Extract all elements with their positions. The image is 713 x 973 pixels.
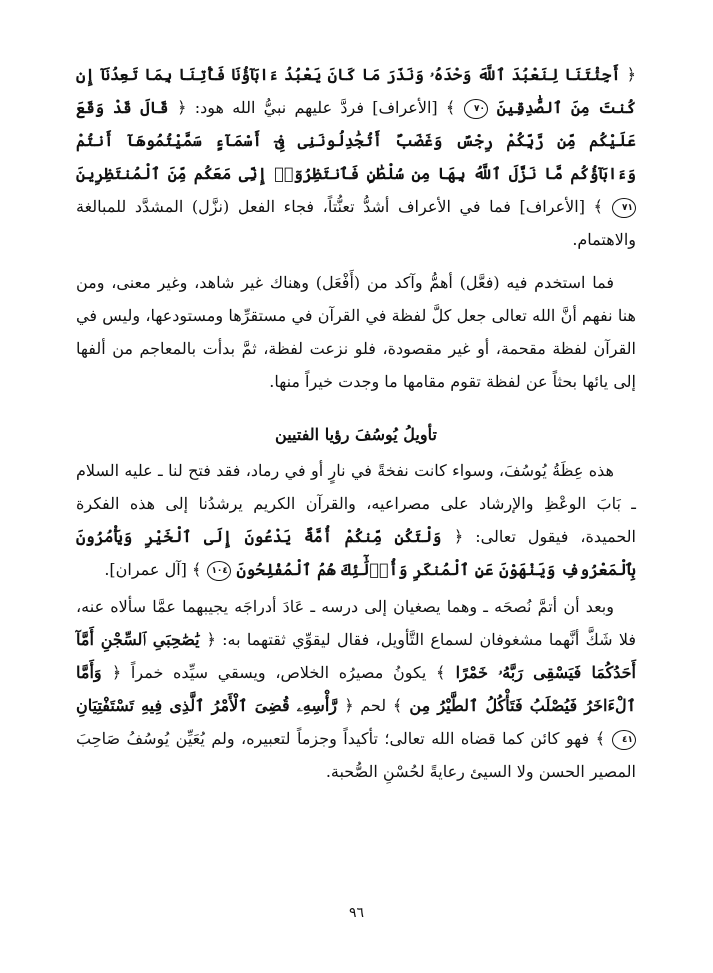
verse-open-ornament: ﴿ [177, 98, 187, 117]
verse-number-badge: ٤١ [612, 730, 636, 750]
verse-number-badge: ٧١ [612, 198, 636, 218]
verse-text: يَٰصَٰحِبَىِ ٱلسِّجْنِ أَمَّآ أَحَدُكُمَا فَيَسْقِى رَبَّهُۥ خَمْرًا [76, 630, 636, 682]
verse-close-ornament: ﴾ [392, 696, 403, 715]
verse-text: قَالَ قَدْ وَقَعَ عَلَيْكُم مِّن رَّبِّكُمْ رِجْسٌ وَغَضَبٌ أَتُجَٰدِلُونَنِى فِىٓ أَسْمَآءٍ سَمَّيْتُمُوهَآ أَنتُمْ وَءَابَآؤُكُم مَّا نَزَّلَ ٱللَّهُ بِهَا مِن سُلْطَٰنٍ فَٱنتَظِرُوٓا۟ إِنِّى مَعَكُم مِّنَ ٱلْمُنتَظِرِينَ [76, 98, 636, 183]
section-heading: تأويلُ يُوسُفَ رؤيا الفتيين [275, 425, 437, 444]
body-text: [الأعراف] فما في الأعراف أشدُّ تعنُّتاً، فجاء الفعل (نزَّل) المشدَّد للمبالغة والاهتمام. [76, 197, 636, 249]
verse-open-ornament: ﴿ [344, 696, 354, 715]
page-number: ٩٦ [348, 905, 365, 921]
body-text: وبعد أن أتمَّ نُصحَه ـ وهما يصغيان إلى درسه ـ عَادَ أدراجَه يجيبهما عمَّا سألاه عنه، فلا شَكَّ أنَّهما مشغوفان لسماع التَّأويل، فقال ليقوِّي ثقتهما به: [76, 597, 637, 649]
verse-open-ornament: ﴿ [206, 630, 216, 649]
verse-close-ornament: ﴾ [595, 729, 606, 748]
verse-number-badge: ٧٠ [464, 99, 488, 119]
verse-text: رَّأْسِهِۦ قُضِىَ ٱلْأَمْرُ ٱلَّذِى فِيهِ تَسْتَفْتِيَانِ [76, 696, 338, 715]
verse-text: وَأَمَّا ٱلْءَاخَرُ فَيُصْلَبُ فَتَأْكُلُ ٱلطَّيْرُ مِن [76, 663, 637, 715]
verse-close-ornament: ﴾ [436, 663, 446, 682]
verse-text: أَجِئْتَنَا لِنَعْبُدَ ٱللَّهَ وَحْدَهُۥ وَنَذَرَ مَا كَانَ يَعْبُدُ ءَابَآؤُنَا فَأْتِنَا بِمَا تَعِدُنَآ إِن كُنتَ مِنَ ٱلصَّٰدِقِينَ [76, 65, 637, 117]
body-text: [الأعراف] فردَّ عليهم نبيُّ الله هود: [194, 98, 438, 117]
body-text: يكونُ مصيرُه الخلاص، ويسقي سيِّده خمراً [130, 663, 427, 682]
verse-open-ornament: ﴿ [111, 663, 122, 682]
body-text: [آل عمران]. [104, 560, 187, 579]
page-content [76, 58, 636, 788]
body-text: فهو كائن كما قضاه الله تعالى؛ تأكيداً وجزماً لتعبيره، ولم يُعَيِّن يُوسُفُ صَاحِبَ المصير الحسن ولا السيئ رعايةً لحُسْنِ الصُّحبة. [76, 729, 636, 781]
paragraph-1 [76, 58, 636, 256]
paragraph-2: فما استخدم فيه (فعَّل) أهمُّ وآكد من (أَفْعَل) وهناك غير شاهد، وغير معنى، ومن هنا نفهم أنَّ الله تعالى جعل كلَّ لفظة في القرآن في مستقرِّها ومستودعها، وليس في القرآن لفظة مقحمة، أو غير مقصودة، فلو نزعت لفظة، ثمَّ بدأت بالمعاجم من ألفها إلى يائها بحثاً عن لفظة تقوم مقامها ما وجدت خيراً منها. [76, 273, 636, 391]
verse-open-ornament: ﴿ [453, 527, 464, 546]
paragraph-3 [76, 454, 636, 586]
verse-close-ornament: ﴾ [445, 98, 456, 117]
body-text: هذه عِظَةُ يُوسُفَ، وسواء كانت نفخةً في نارٍ أو في رماد، فقد فتح لنا ـ عليه السلام ـ بَابَ الوعْظِ والإرشاد على مصراعيه، والقرآن الكريم يرشدُنا إلى هذه الفكرة الحميدة، فيقول تعالى: [76, 461, 636, 546]
verse-close-ornament: ﴾ [191, 560, 202, 579]
verse-open-ornament: ﴿ [626, 65, 637, 84]
verse-close-ornament: ﴾ [593, 197, 603, 216]
paragraph-4 [76, 590, 636, 788]
verse-number-badge: ١٠٤ [207, 561, 231, 581]
verse-text: وَلْتَكُن مِّنكُمْ أُمَّةٌ يَدْعُونَ إِلَى ٱلْخَيْرِ وَيَأْمُرُونَ بِٱلْمَعْرُوفِ وَيَنْهَوْنَ عَنِ ٱلْمُنكَرِ وَأُو۟لَٰٓئِكَ هُمُ ٱلْمُفْلِحُونَ [76, 527, 636, 579]
body-text: لحم [360, 696, 387, 715]
